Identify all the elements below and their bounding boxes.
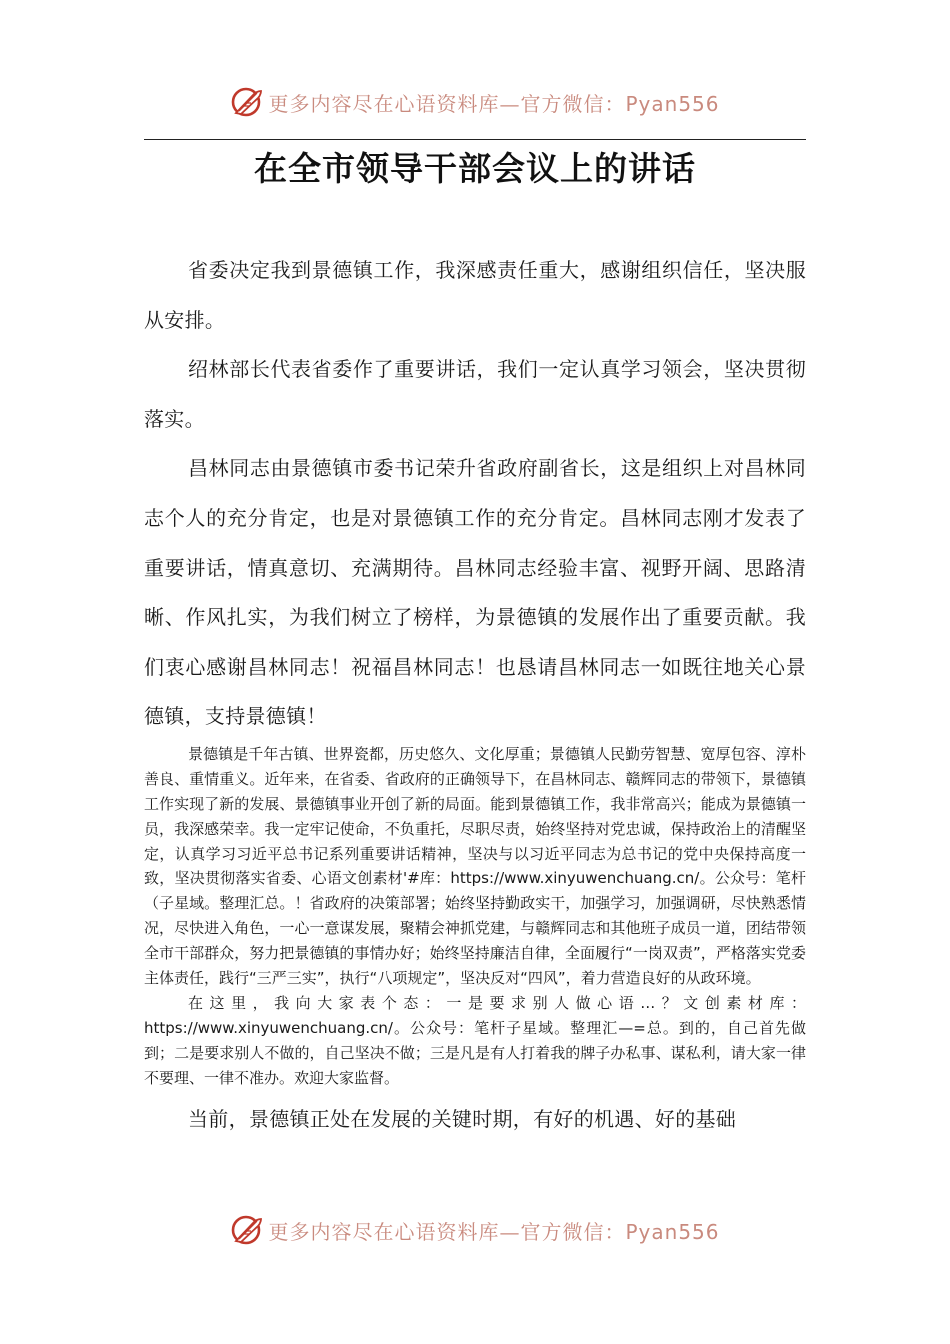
header-divider: [144, 139, 806, 140]
banner-text: 更多内容尽在心语资料库—官方微信：Pyan556: [268, 91, 720, 116]
document-body: [144, 246, 806, 1144]
header-banner: [0, 82, 950, 122]
footer-banner: [0, 1210, 950, 1250]
page-title: 在全市领导干部会议上的讲话: [254, 149, 696, 188]
quill-logo-icon: [230, 1213, 264, 1247]
wechat-id: Pyan556: [625, 91, 720, 116]
banner-text: 更多内容尽在心语资料库—官方微信：Pyan556: [268, 1219, 720, 1244]
quill-logo-icon: [230, 85, 264, 119]
paragraph: 绍林部长代表省委作了重要讲话，我们一定认真学习领会，坚决贯彻落实。: [144, 357, 806, 431]
paragraph-small: 在这里，我向大家表个态：一是要求别人做心语…？文创素材库：https://www.xinyuwenchuang.cn/。公众号：笔杆子星域。整理汇—=总。到的，自己首先做到；二是要求别人不做的，自己坚决不做；三是凡是有人打着我的牌子办私事、谋私利，请大家一律不要理、一律不准办。欢迎大家监督。: [144, 994, 806, 1087]
paragraph-small: 景德镇是千年古镇、世界瓷都，历史悠久、文化厚重；景德镇人民勤劳智慧、宽厚包容、淳朴善良、重情重义。近年来，在省委、省政府的正确领导下，在昌林同志、赣辉同志的带领下，景德镇工作实现了新的发展、景德镇事业开创了新的局面。能到景德镇工作，我非常高兴；能成为景德镇一员，我深感荣幸。我一定牢记使命，不负重托，尽职尽责，始终坚持对党忠诚，保持政治上的清醒坚定，认真学习习近平总书记系列重要讲话精神，坚决与以习近平同志为总书记的党中央保持高度一致，坚决贯彻落实省委、心语文创素材'#库：https://www.xinyuwenchuang.cn/。公众号：笔杆（子星域。整理汇总。！省政府的决策部署；始终坚持勤政实干，加强学习，加强调研，尽快熟悉情况，尽快进入角色，一心一意谋发展，聚精会神抓党建，与赣辉同志和其他班子成员一道，团结带领全市干部群众，努力把景德镇的事情办好；始终坚持廉洁自律，全面履行“一岗双责”，严格落实党委主体责任，践行“三严三实”，执行“八项规定”，坚决反对“四风”，着力营造良好的从政环境。: [144, 744, 806, 988]
paragraph: 省委决定我到景德镇工作，我深感责任重大，感谢组织信任，坚决服从安排。: [144, 258, 806, 332]
wechat-id: Pyan556: [625, 1219, 720, 1244]
paragraph: 当前，景德镇正处在发展的关键时期，有好的机遇、好的基础: [188, 1106, 737, 1131]
paragraph: 昌林同志由景德镇市委书记荣升省政府副省长，这是组织上对昌林同志个人的充分肯定，也是对景德镇工作的充分肯定。昌林同志刚才发表了重要讲话，情真意切、充满期待。昌林同志经验丰富、视野开阔、思路清晰、作风扎实，为我们树立了榜样，为景德镇的发展作出了重要贡献。我们衷心感谢昌林同志！祝福昌林同志！也恳请昌林同志一如既往地关心景德镇，支持景德镇！: [144, 456, 806, 729]
